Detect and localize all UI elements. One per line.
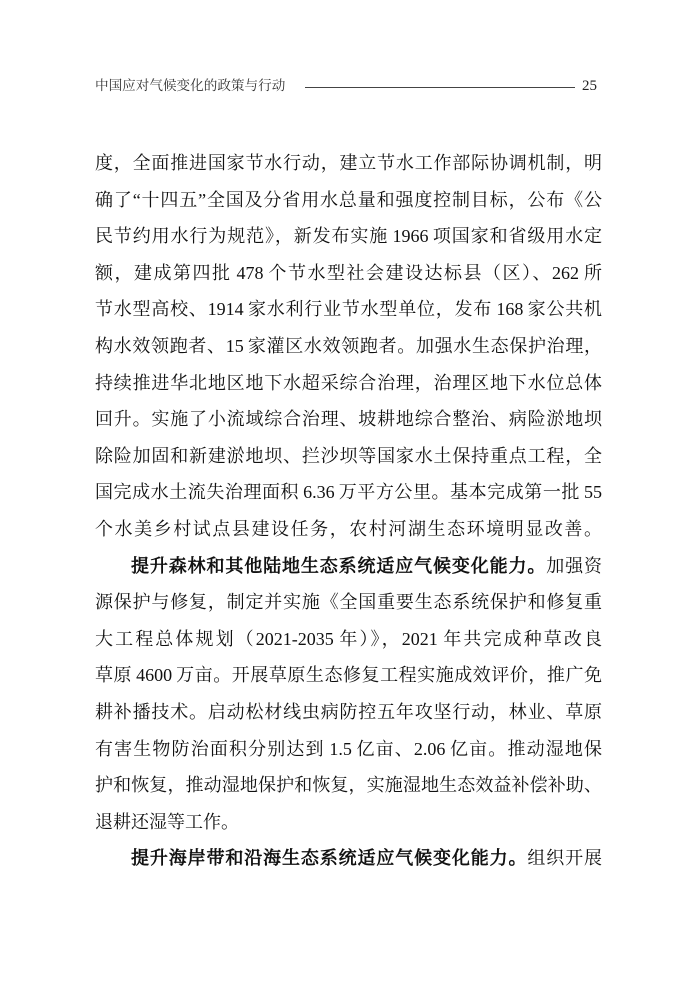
text-line: 个水美乡村试点县建设任务，农村河湖生态环境明显改善。 <box>95 518 602 539</box>
text-line: 持续推进华北地区地下水超采综合治理，治理区地下水位总体 <box>95 372 602 393</box>
text-line-run: 加强资 <box>546 555 602 576</box>
paragraph-lead-heading: 提升森林和其他陆地生态系统适应气候变化能力。 <box>131 555 547 576</box>
text-line: 节水型高校、1914 家水利行业节水型单位，发布 168 家公共机 <box>95 299 602 320</box>
paragraph <box>95 548 602 841</box>
text-line <box>95 840 602 877</box>
text-line: 构水效领跑者、15 家灌区水效领跑者。加强水生态保护治理， <box>95 335 602 356</box>
text-line: 草原 4600 万亩。开展草原生态修复工程实施成效评价，推广免 <box>95 665 602 686</box>
text-line: 民节约用水行为规范》，新发布实施 1966 项国家和省级用水定 <box>95 226 602 247</box>
text-line: 度，全面推进国家节水行动，建立节水工作部际协调机制，明 <box>95 153 602 173</box>
paragraph <box>95 840 602 877</box>
text-line-run: 组织开展 <box>527 848 602 869</box>
text-line: 退耕还湿等工作。 <box>95 811 239 832</box>
text-line <box>95 548 602 585</box>
text-line: 额，建成第四批 478 个节水型社会建设达标县（区）、262 所 <box>95 262 602 283</box>
running-header-title: 中国应对气候变化的政策与行动 <box>95 78 286 94</box>
text-line: 确了“十四五”全国及分省用水总量和强度控制目标，公布《公 <box>95 189 602 210</box>
paragraph-lead-heading: 提升海岸带和沿海生态系统适应气候变化能力。 <box>131 848 528 869</box>
text-line: 源保护与修复，制定并实施《全国重要生态系统保护和修复重 <box>95 592 602 613</box>
page-number: 25 <box>582 78 597 94</box>
header-rule <box>305 87 575 88</box>
text-line: 有害生物防治面积分别达到 1.5 亿亩、2.06 亿亩。推动湿地保 <box>95 738 602 759</box>
text-line: 护和恢复，推动湿地保护和恢复，实施湿地生态效益补偿补助、 <box>95 775 602 796</box>
text-line: 除险加固和新建淤地坝、拦沙坝等国家水土保持重点工程，全 <box>95 445 602 466</box>
text-line: 耕补播技术。启动松材线虫病防控五年攻坚行动，林业、草原 <box>95 701 602 722</box>
body-text <box>95 145 602 877</box>
paragraph <box>95 145 602 548</box>
text-line: 回升。实施了小流域综合治理、坡耕地综合整治、病险淤地坝 <box>95 409 602 430</box>
text-line: 大工程总体规划（2021-2035 年）》，2021 年共完成种草改良 <box>95 628 602 649</box>
text-line: 国完成水土流失治理面积 6.36 万平方公里。基本完成第一批 55 <box>95 482 602 503</box>
